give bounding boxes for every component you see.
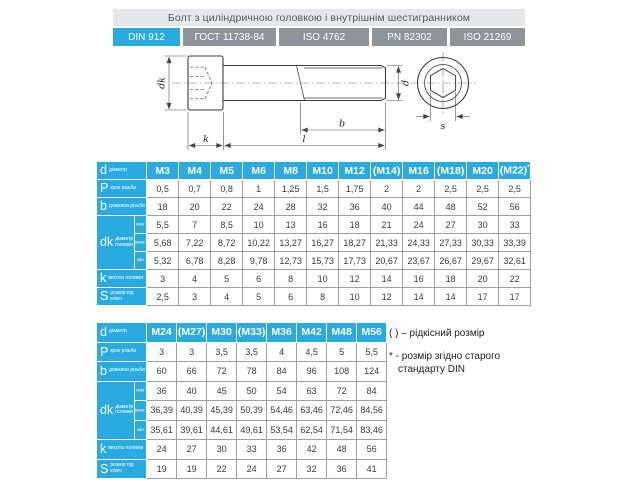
value-cell: 20,67 — [371, 252, 403, 270]
value-cell: 5 — [211, 270, 243, 288]
value-cell: 78 — [237, 362, 267, 382]
value-cell: 8 — [307, 288, 339, 306]
value-cell: 30 — [467, 216, 499, 234]
value-cell: 36 — [267, 440, 297, 460]
value-cell: 30,33 — [467, 234, 499, 252]
value-cell: 21 — [371, 216, 403, 234]
value-cell: 3,5 — [207, 342, 237, 362]
value-cell: 27 — [177, 440, 207, 460]
value-cell: 42 — [297, 440, 327, 460]
value-cell: 17,73 — [339, 252, 371, 270]
standard-tab-iso-4762: ISO 4762 — [279, 28, 369, 46]
value-cell: 2,5 — [147, 288, 179, 306]
value-cell: 84 — [357, 381, 387, 401]
dim-label-dk: dk — [156, 77, 168, 89]
value-cell: 22 — [207, 459, 237, 479]
column-header: M6 — [243, 162, 275, 180]
column-header: M4 — [179, 162, 211, 180]
value-cell: 18 — [435, 270, 467, 288]
value-cell: 3 — [179, 288, 211, 306]
column-header: M16 — [403, 162, 435, 180]
row-label — [97, 440, 147, 460]
column-header: M24 — [147, 323, 177, 343]
value-cell: 48 — [435, 198, 467, 216]
column-header: M56 — [357, 323, 387, 343]
row-letter: P — [100, 344, 109, 359]
value-cell: 56 — [357, 440, 387, 460]
value-cell: 33 — [237, 440, 267, 460]
value-cell: 5,68 — [147, 234, 179, 252]
row-desc: розмір під ключ — [110, 289, 134, 302]
value-cell: 53,54 — [267, 420, 297, 440]
value-cell: 1,5 — [307, 180, 339, 198]
value-cell: 72 — [327, 381, 357, 401]
value-cell: 52 — [467, 198, 499, 216]
row-label — [97, 162, 147, 180]
column-header: M8 — [275, 162, 307, 180]
row-letter: d — [100, 163, 107, 178]
row-desc: діаметр головки — [115, 403, 134, 416]
value-cell: 32,61 — [499, 252, 531, 270]
value-cell: 8 — [275, 270, 307, 288]
column-header: M12 — [339, 162, 371, 180]
column-header: M20 — [467, 162, 499, 180]
row-letter: dk — [100, 403, 114, 417]
value-cell: 21,33 — [371, 234, 403, 252]
value-cell: 2,5 — [467, 180, 499, 198]
value-cell: 16 — [403, 270, 435, 288]
row-label — [97, 342, 147, 362]
value-cell: 35,61 — [147, 420, 177, 440]
value-cell: 41 — [357, 459, 387, 479]
value-cell: 13 — [275, 216, 307, 234]
value-cell: 4 — [179, 270, 211, 288]
value-cell: 40 — [177, 381, 207, 401]
value-cell: 26,67 — [435, 252, 467, 270]
header — [113, 9, 525, 46]
value-cell: 27 — [435, 216, 467, 234]
value-cell: 3,5 — [237, 342, 267, 362]
value-cell: 18 — [147, 198, 179, 216]
value-cell: 54 — [267, 381, 297, 401]
row-letter: S — [100, 461, 109, 476]
value-cell: 6 — [243, 270, 275, 288]
dim-label-l: l — [302, 134, 306, 145]
value-cell: 16 — [307, 216, 339, 234]
subrow-label: мін — [135, 420, 147, 440]
column-header: (M14) — [371, 162, 403, 180]
row-label — [97, 180, 147, 198]
value-cell: 32 — [307, 198, 339, 216]
value-cell: 20 — [179, 198, 211, 216]
row-desc: довжина різьби — [108, 202, 145, 209]
value-cell: 45 — [207, 381, 237, 401]
value-cell: 14 — [371, 270, 403, 288]
value-cell: 0,8 — [211, 180, 243, 198]
value-cell: 3 — [147, 270, 179, 288]
column-header: M30 — [207, 323, 237, 343]
value-cell: 18,27 — [339, 234, 371, 252]
row-label — [97, 270, 147, 288]
value-cell: 12,73 — [275, 252, 307, 270]
subrow-label: макс* — [135, 234, 147, 252]
value-cell: 56 — [499, 198, 531, 216]
value-cell: 84,56 — [357, 401, 387, 421]
value-cell: 66 — [177, 362, 207, 382]
value-cell: 24 — [147, 440, 177, 460]
value-cell: 7 — [179, 216, 211, 234]
value-cell: 3 — [147, 342, 177, 362]
value-cell: 29,67 — [467, 252, 499, 270]
column-header: M3 — [147, 162, 179, 180]
value-cell: 8,5 — [211, 216, 243, 234]
row-label — [97, 459, 147, 479]
value-cell: 48 — [327, 440, 357, 460]
row-desc: крок різьби — [110, 184, 137, 191]
column-header: (M27) — [177, 323, 207, 343]
value-cell: 40 — [371, 198, 403, 216]
value-cell: 33 — [499, 216, 531, 234]
value-cell: 17 — [499, 288, 531, 306]
value-cell: 5,32 — [147, 252, 179, 270]
value-cell: 27 — [267, 459, 297, 479]
value-cell: 44,61 — [207, 420, 237, 440]
value-cell: 24,33 — [403, 234, 435, 252]
value-cell: 72 — [207, 362, 237, 382]
row-letter: d — [100, 325, 107, 339]
value-cell: 30 — [207, 440, 237, 460]
value-cell: 22 — [211, 198, 243, 216]
value-cell: 83,46 — [357, 420, 387, 440]
row-label — [97, 216, 135, 270]
value-cell: 32 — [297, 459, 327, 479]
value-cell: 3 — [177, 342, 207, 362]
legend — [389, 327, 541, 386]
value-cell: 28 — [275, 198, 307, 216]
value-cell: 7,22 — [179, 234, 211, 252]
value-cell: 2 — [371, 180, 403, 198]
value-cell: 4,5 — [297, 342, 327, 362]
value-cell: 24 — [243, 198, 275, 216]
value-cell: 5 — [243, 288, 275, 306]
value-cell: 17 — [467, 288, 499, 306]
column-header: M5 — [211, 162, 243, 180]
standard-tab-din-912: DIN 912 — [113, 28, 180, 46]
value-cell: 63 — [297, 381, 327, 401]
value-cell: 96 — [297, 362, 327, 382]
standard-tab-pn-82302: PN 82302 — [372, 28, 447, 46]
dim-label-d: d — [400, 79, 412, 87]
subrow-label: ном* — [135, 381, 147, 401]
spec-table — [96, 322, 387, 479]
value-cell: 124 — [357, 362, 387, 382]
dimensions-table-m24-m56 — [96, 322, 387, 479]
value-cell: 12 — [339, 270, 371, 288]
column-header: (M18) — [435, 162, 467, 180]
page-title — [113, 9, 525, 26]
value-cell: 27,33 — [435, 234, 467, 252]
row-letter: dk — [100, 235, 114, 250]
value-cell: 36,39 — [147, 401, 177, 421]
value-cell: 2,5 — [499, 180, 531, 198]
row-letter: P — [100, 181, 109, 196]
value-cell: 19 — [177, 459, 207, 479]
column-header: (M22)* — [499, 162, 531, 180]
value-cell: 5,5 — [147, 216, 179, 234]
row-letter: b — [100, 199, 107, 214]
value-cell: 6,78 — [179, 252, 211, 270]
value-cell: 10 — [307, 270, 339, 288]
value-cell: 1,75 — [339, 180, 371, 198]
value-cell: 72,46 — [327, 401, 357, 421]
value-cell: 19 — [147, 459, 177, 479]
value-cell: 12 — [371, 288, 403, 306]
value-cell: 39,61 — [177, 420, 207, 440]
value-cell: 60 — [147, 362, 177, 382]
value-cell: 71,54 — [327, 420, 357, 440]
value-cell: 2,5 — [435, 180, 467, 198]
subrow-label: ном* — [135, 216, 147, 234]
subrow-label: макс* — [135, 401, 147, 421]
value-cell: 18 — [339, 216, 371, 234]
value-cell: 50 — [237, 381, 267, 401]
column-header: M42 — [297, 323, 327, 343]
value-cell: 84 — [267, 362, 297, 382]
value-cell: 24 — [403, 216, 435, 234]
value-cell: 33,39 — [499, 234, 531, 252]
value-cell: 36 — [339, 198, 371, 216]
value-cell: 1,25 — [275, 180, 307, 198]
page-title-text: Болт з циліндричною головкою і внутрішнім шестигранником — [167, 11, 471, 24]
value-cell: 45,39 — [207, 401, 237, 421]
value-cell: 9,78 — [243, 252, 275, 270]
row-letter: b — [100, 364, 107, 378]
row-desc: довжина різьби — [108, 367, 145, 374]
row-letter: k — [100, 271, 107, 286]
row-label — [97, 362, 147, 382]
standard-tab-iso-21269: ISO 21269 — [450, 28, 525, 46]
row-desc: висота головки — [108, 274, 144, 281]
value-cell: 1 — [243, 180, 275, 198]
row-desc: висота головки — [108, 445, 144, 452]
dimension-labels — [157, 77, 446, 145]
value-cell: 14 — [435, 288, 467, 306]
row-desc: діаметр головки — [115, 235, 134, 248]
bolt-technical-drawing — [108, 50, 528, 160]
row-label — [97, 288, 147, 306]
row-label — [97, 198, 147, 216]
value-cell: 49,61 — [237, 420, 267, 440]
value-cell: 24 — [237, 459, 267, 479]
value-cell: 0,7 — [179, 180, 211, 198]
value-cell: 63,46 — [297, 401, 327, 421]
value-cell: 22 — [499, 270, 531, 288]
legend-old-din-standard: * - розмір згідно старого стандарту DIN — [389, 351, 501, 375]
value-cell: 0,5 — [147, 180, 179, 198]
dim-label-k: k — [203, 134, 209, 145]
value-cell: 20 — [467, 270, 499, 288]
dim-label-b: b — [338, 118, 346, 130]
value-cell: 10 — [243, 216, 275, 234]
column-header: (M33) — [237, 323, 267, 343]
row-desc: розмір під ключ — [110, 462, 134, 474]
value-cell: 5,5 — [357, 342, 387, 362]
value-cell: 13,27 — [275, 234, 307, 252]
spec-table — [96, 161, 531, 306]
value-cell: 4 — [211, 288, 243, 306]
value-cell: 36 — [327, 459, 357, 479]
column-header: M48 — [327, 323, 357, 343]
value-cell: 54,46 — [267, 401, 297, 421]
value-cell: 50,39 — [237, 401, 267, 421]
value-cell: 10 — [339, 288, 371, 306]
legend-rare-size: ( ) – рідкісний розмір — [389, 328, 485, 339]
row-desc: діаметр — [108, 166, 127, 173]
column-header: M36 — [267, 323, 297, 343]
value-cell: 6 — [275, 288, 307, 306]
row-desc: діаметр — [108, 328, 127, 335]
value-cell: 15,73 — [307, 252, 339, 270]
dim-label-s: s — [440, 121, 446, 132]
row-desc: крок різьби — [110, 347, 137, 354]
dimension-lines — [165, 56, 471, 150]
standard-tab-gost-11738-84: ГОСТ 11738-84 — [183, 28, 276, 46]
column-header: M10 — [307, 162, 339, 180]
value-cell: 23,67 — [403, 252, 435, 270]
value-cell: 36 — [147, 381, 177, 401]
row-label — [97, 381, 135, 440]
value-cell: 4 — [267, 342, 297, 362]
value-cell: 14 — [403, 288, 435, 306]
value-cell: 2 — [403, 180, 435, 198]
value-cell: 44 — [403, 198, 435, 216]
subrow-label: мін — [135, 252, 147, 270]
dimensions-table-m3-m22 — [96, 161, 531, 306]
value-cell: 62,54 — [297, 420, 327, 440]
value-cell: 8,72 — [211, 234, 243, 252]
value-cell: 40,39 — [177, 401, 207, 421]
value-cell: 108 — [327, 362, 357, 382]
row-letter: k — [100, 442, 107, 456]
standards-row — [113, 28, 525, 46]
value-cell: 16,27 — [307, 234, 339, 252]
value-cell: 5 — [327, 342, 357, 362]
value-cell: 8,28 — [211, 252, 243, 270]
row-letter: S — [100, 289, 109, 304]
value-cell: 10,22 — [243, 234, 275, 252]
row-label — [97, 323, 147, 343]
